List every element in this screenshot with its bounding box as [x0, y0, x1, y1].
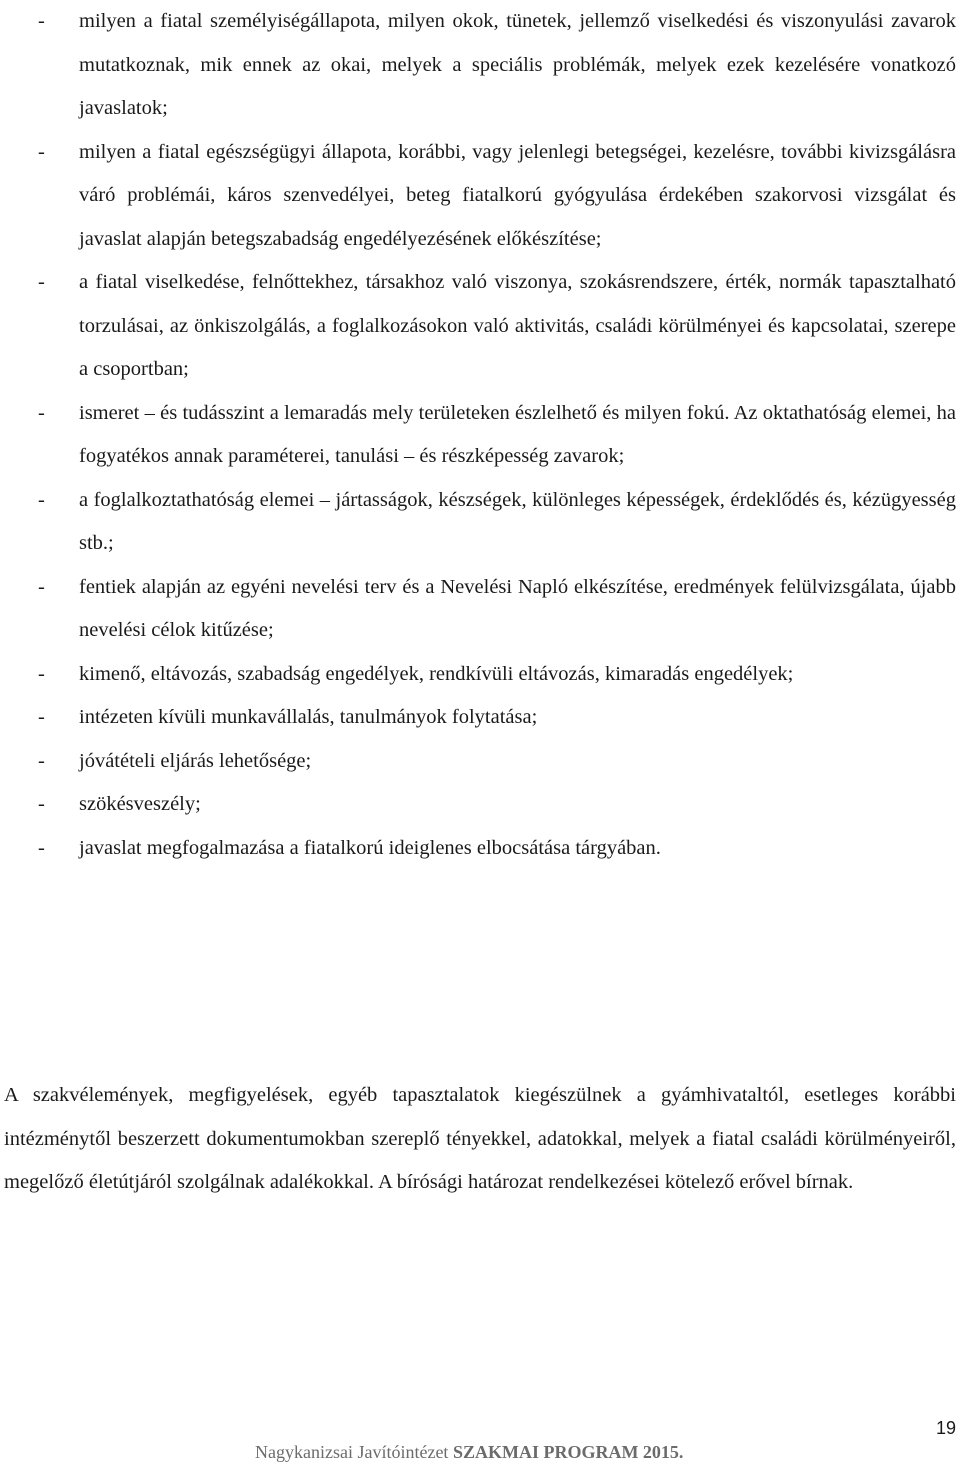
- list-item: [0, 261, 960, 392]
- bullet-marker: -: [38, 271, 45, 293]
- body-paragraph: A szakvélemények, megfigyelések, egyéb tapasztalatok kiegészülnek a gyámhivataltól, esetleges korábbi intézménytől beszerzett dokumentumokban szereplő tényekkel, adatokkal, melyek a fiatal családi körülményeiről, megelőző életútjáról szolgálnak adalékokkal. A bírósági határozat rendelkezései kötelező erővel bírnak.: [4, 1084, 956, 1193]
- bullet-marker: -: [38, 140, 45, 163]
- footer-institution: Nagykanizsai Javítóintézet: [255, 1442, 453, 1462]
- bullet-marker: -: [38, 749, 45, 772]
- list-item: [0, 479, 960, 566]
- page-number: 19: [935, 1418, 956, 1438]
- bullet-marker: -: [38, 836, 45, 859]
- bullet-marker: -: [38, 401, 45, 424]
- list-item-text: intézeten kívüli munkavállalás, tanulmányok folytatása;: [79, 706, 538, 728]
- list-item: [0, 783, 960, 827]
- footer-program: SZAKMAI PROGRAM 2015.: [452, 1442, 684, 1462]
- list-item-text: ismeret – és tudásszint a lemaradás mely területeken észlelhető és milyen fokú. Az oktathatóság elemei, ha fogyatékos annak paraméterei, tanulási – és részképesség zavarok;: [79, 401, 956, 467]
- list-item-text: javaslat megfogalmazása a fiatalkorú ideiglenes elbocsátása tárgyában.: [79, 836, 661, 859]
- bullet-marker: -: [38, 706, 45, 728]
- bullet-marker: -: [38, 10, 45, 32]
- list-item-text: jóvátételi eljárás lehetősége;: [79, 749, 312, 772]
- list-item-text: szökésveszély;: [79, 793, 201, 815]
- list-item-text: milyen a fiatal egészségügyi állapota, korábbi, vagy jelenlegi betegségei, kezelésre, további kivizsgálásra váró problémái, káros szenvedélyei, beteg fiatalkorú gyógyulása érdekében szakorvosi vizsgálat és javaslat alapján betegszabadság engedélyezésének előkészítése;: [79, 140, 956, 250]
- list-item-text: kimenő, eltávozás, szabadság engedélyek, rendkívüli eltávozás, kimaradás engedélyek;: [79, 662, 794, 685]
- list-item: [0, 392, 960, 479]
- list-item: [0, 696, 960, 740]
- list-item: [0, 740, 960, 784]
- list-item-text: milyen a fiatal személyiségállapota, milyen okok, tünetek, jellemző viselkedési és viszonyulási zavarok mutatkoznak, mik ennek az okai, melyek a speciális problémák, melyek ezek kezelésére vonatkozó javaslatok;: [79, 10, 956, 119]
- list-item: [0, 827, 960, 871]
- list-item-text: a foglalkoztathatóság elemei – jártasságok, készségek, különleges képességek, érdeklődés és, kézügyesség stb.;: [79, 488, 956, 554]
- list-item: [0, 566, 960, 653]
- bullet-marker: -: [38, 575, 45, 598]
- list-item: [0, 0, 960, 131]
- page-footer: [255, 1442, 683, 1463]
- bullet-marker: -: [38, 793, 45, 815]
- list-item-text: a fiatal viselkedése, felnőttekhez, társakhoz való viszonya, szokásrendszere, érték, normák tapasztalható torzulásai, az önkiszolgálás, a foglalkozásokon való aktivitás, családi körülményei és kapcsolatai, szerepe a csoportban;: [79, 271, 956, 380]
- list-item: [0, 131, 960, 262]
- list-item: [0, 653, 960, 697]
- bullet-marker: -: [38, 662, 45, 685]
- list-item-text: fentiek alapján az egyéni nevelési terv és a Nevelési Napló elkészítése, eredmények felülvizsgálata, újabb nevelési célok kitűzése;: [79, 575, 956, 641]
- bullet-marker: -: [38, 488, 45, 511]
